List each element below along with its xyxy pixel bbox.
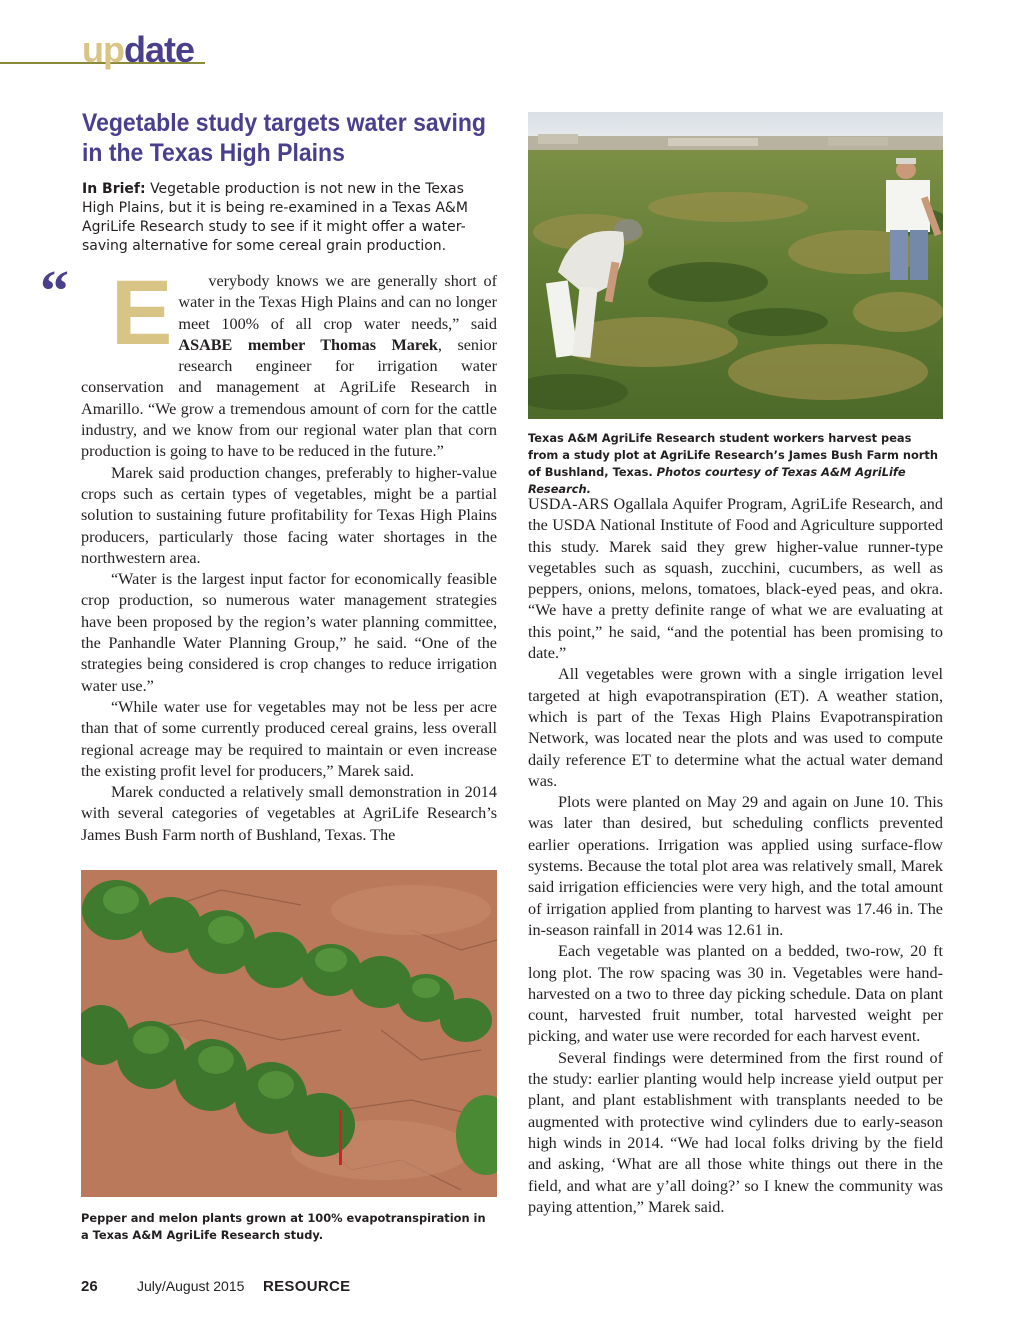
body-paragraph: “Water is the largest input factor for economically feasible crop production, so numerous water management strategies have been proposed by the region’s water planning committee, the Panhandle Water Planning Group,” he said. “One of the strategies being considered is crop changes to reduce irrigation water use.” [81, 570, 497, 695]
article-title: Vegetable study targets water saving in the Texas High Plains [82, 109, 486, 167]
photo-pepper-plants-image [81, 870, 497, 1197]
body-paragraph: Each vegetable was planted on a bedded, two-row, 20 ft long plot. The row spacing was 30 in. Vegetables were hand-harvested on a two to three day picking schedule. Data on plant count, harvested fruit number, total harvested weight per picking, and water use were recorded for each harvest event. [528, 942, 943, 1046]
right-column [528, 494, 943, 1218]
in-brief [82, 180, 482, 256]
photo-pea-harvest-image [528, 112, 943, 419]
photo-credit: Photos courtesy of Texas A&M AgriLife Research. [528, 465, 906, 496]
caption-pea-harvest-text: Texas A&M AgriLife Research student workers harvest peas from a study plot at AgriLife Research’s James Bush Farm north of Bushland, Texas. [528, 431, 938, 479]
magazine-name: RESOURCE [263, 1278, 351, 1295]
body-paragraph: Marek said production changes, preferably to higher-value crops such as certain types of vegetables, might be a partial solution to sustaining future profitability for Texas High Plains producers, particularly those facing water shortages in the northwestern area. [81, 463, 497, 567]
opening-quote-mark: “ [40, 258, 69, 323]
lead-bold-name: ASABE member Thomas Marek [178, 335, 438, 354]
page-number: 26 [81, 1278, 98, 1295]
section-header-up: up [82, 29, 124, 70]
body-paragraph: “While water use for vegetables may not be less per acre than that of some currently produced cereal grains, less overall regional acreage may be required to maintain or even increase the existing profit level for producers,” Marek said. [81, 697, 497, 780]
caption-pea-harvest [528, 430, 943, 498]
body-paragraph: Several findings were determined from the first round of the study: earlier planting would help increase yield output per plant, and plant establishment with transplants needed to be augmented with protective wind cylinders due to early-season high winds in 2014. “We had local folks driving by the field and asking, ‘What are all those white things out there in the field, and what are y’all doing?’ so I knew the community was paying attention,” Marek said. [528, 1048, 943, 1216]
lead-text-b: , senior research engineer for irrigation water conservation and management at AgriLife Research in Amarillo. “We grow a tremendous amount of corn for the cattle industry, and we know from our regional water plan that corn production is going to have to be reduced in the future.” [81, 335, 497, 461]
left-column [81, 262, 497, 846]
drop-cap: E [111, 262, 173, 364]
caption-pepper-plants: Pepper and melon plants grown at 100% evapotranspiration in a Texas A&M AgriLife Research study. [81, 1211, 486, 1242]
photo-pepper-plants [81, 870, 497, 1197]
in-brief-text: Vegetable production is not new in the Texas High Plains, but it is being re-examined in a Texas A&M AgriLife Research study to see if it might offer a water-saving alternative for some cereal grain production. [82, 181, 468, 254]
issue-date: July/August 2015 [137, 1278, 245, 1294]
section-header [82, 30, 194, 70]
page-footer [81, 1277, 350, 1296]
lead-paragraph [81, 262, 497, 463]
body-paragraph: Plots were planted on May 29 and again on June 10. This was later than desired, but scheduling conflicts prevented earlier operations. Irrigation was applied using surface-flow systems. Because the total plot area was relatively small, Marek said irrigation efficiencies were very high, and the total amount of irrigation applied from planting to harvest was 17.46 in. The in-season rainfall in 2014 was 12.61 in. [528, 793, 943, 939]
body-paragraph: All vegetables were grown with a single irrigation level targeted at high evapotranspiration (ET). A weather station, which is part of the Texas High Plains Evapotranspiration Network, was located near the plots and was used to compute daily reference ET to determine what the actual water demand was. [528, 665, 943, 790]
in-brief-label: In Brief: [82, 181, 146, 197]
body-paragraph: Marek conducted a relatively small demonstration in 2014 with several categories of vegetables at AgriLife Research’s James Bush Farm north of Bushland, Texas. The [81, 783, 497, 844]
section-header-date: date [123, 29, 195, 70]
photo-pea-harvest [528, 112, 943, 419]
body-paragraph-continued: USDA-ARS Ogallala Aquifer Program, AgriLife Research, and the USDA National Institute of Food and Agriculture supported this study. Marek said they grew higher-value runner-type vegetables such as squash, zucchini, cucumbers, as well as peppers, onions, melons, tomatoes, black-eyed peas, and okra. “We have a pretty definite range of what we are evaluating at this point,” he said, “and the potential has been promising to date.” [528, 495, 943, 663]
lead-text-a: verybody knows we are generally short of water in the Texas High Plains and can no longer meet 100% of all crop water needs,” said [178, 272, 497, 333]
